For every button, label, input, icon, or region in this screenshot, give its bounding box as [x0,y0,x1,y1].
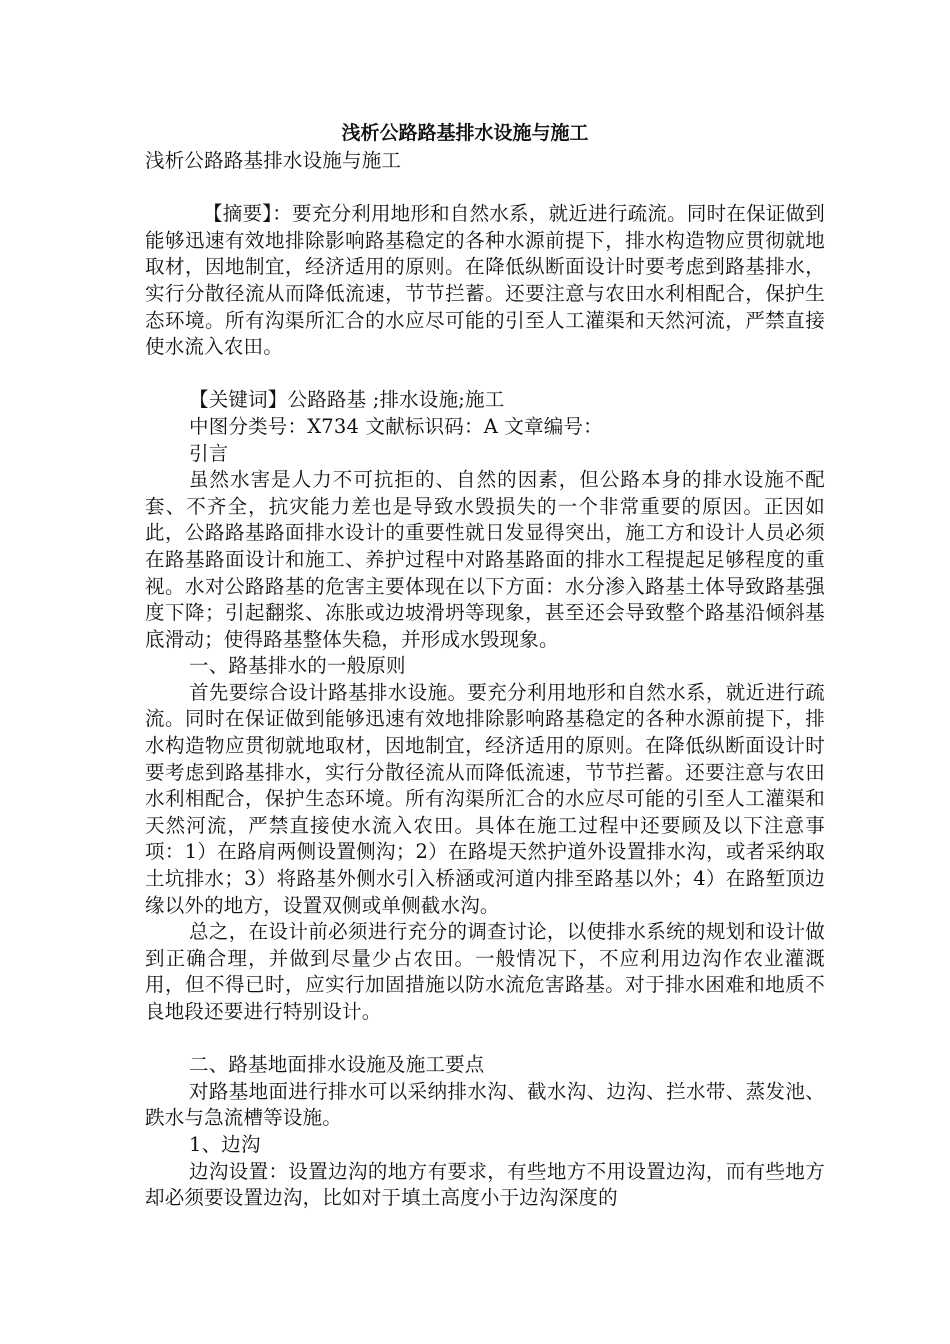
section2-paragraph-1: 对路基地面进行排水可以采纳排水沟、截水沟、边沟、拦水带、蒸发池、跌水与急流槽等设施。 [145,1079,825,1130]
section1-paragraph-1: 首先要综合设计路基排水设施。要充分利用地形和自然水系，就近进行疏流。同时在保证做到能够迅速有效地排除影响路基稳定的各种水源前提下，排水构造物应贯彻就地取材，因地制宜，经济适用的原则。在降低纵断面设计时要考虑到路基排水，实行分散径流从而降低流速，节节拦蓄。还要注意与农田水利相配合，保护生态环境。所有沟渠所汇合的水应尽可能的引至人工灌渠和天然河流，严禁直接使水流入农田。具体在施工过程中还要顾及以下注意事项：1）在路肩两侧设置侧沟；2）在路堤天然护道外设置排水沟，或者采纳取土坑排水；3）将路基外侧水引入桥涵或河道内排至路基以外；4）在路堑顶边缘以外的地方，设置双侧或单侧截水沟。 [145,680,825,917]
document-page [145,118,825,1212]
section2-heading: 二、路基地面排水设施及施工要点 [189,1053,485,1077]
blank-line [145,1026,825,1053]
intro-paragraph: 虽然水害是人力不可抗拒的、自然的因素，但公路本身的排水设施不配套、不齐全，抗灾能力差也是导致水毁损失的一个非常重要的原因。正因如此，公路路基路面排水设计的重要性就日发显得突出，施工方和设计人员必须在路基路面设计和施工、养护过程中对路基路面的排水工程提起足够程度的重视。水对公路路基的危害主要体现在以下方面：水分渗入路基土体导致路基强度下降；引起翻浆、冻胀或边坡滑坍等现象，甚至还会导致整个路基沿倾斜基底滑动；使得路基整体失稳，并形成水毁现象。 [145,468,825,651]
section1-heading: 一、路基排水的一般原则 [189,654,406,678]
blank-line [145,175,825,202]
subsection1-heading: 1、边沟 [189,1132,261,1156]
document-title: 浅析公路路基排水设施与施工 [341,122,589,144]
subsection1-paragraph-1: 边沟设置：设置边沟的地方有要求，有些地方不用设置边沟，而有些地方却必须要设置边沟，比如对于填土高度小于边沟深度的 [145,1159,825,1210]
blank-line [145,361,825,388]
document-subtitle: 浅析公路路基排水设施与施工 [145,149,402,172]
classification-line: 中图分类号：X734 文献标识码：A 文章编号： [189,414,603,438]
abstract-paragraph: 【摘要】：要充分利用地形和自然水系，就近进行疏流。同时在保证做到能够迅速有效地排除影响路基稳定的各种水源前提下，排水构造物应贯彻就地取材，因地制宜，经济适用的原则。在降低纵断面设计时要考虑到路基排水，实行分散径流从而降低流速，节节拦蓄。还要注意与农田水利相配合，保护生态环境。所有沟渠所汇合的水应尽可能的引至人工灌渠和天然河流，严禁直接使水流入农田。 [145,202,825,359]
intro-heading: 引言 [189,441,229,465]
section1-paragraph-2: 总之，在设计前必须进行充分的调查讨论，以使排水系统的规划和设计做到正确合理，并做到尽量少占农田。一般情况下，不应利用边沟作农业灌溉用，但不得已时，应实行加固措施以防水流危害路基。对于排水困难和地质不良地段还要进行特别设计。 [145,920,825,1023]
keywords-line: 【关键词】公路路基 ;排水设施;施工 [189,388,505,412]
